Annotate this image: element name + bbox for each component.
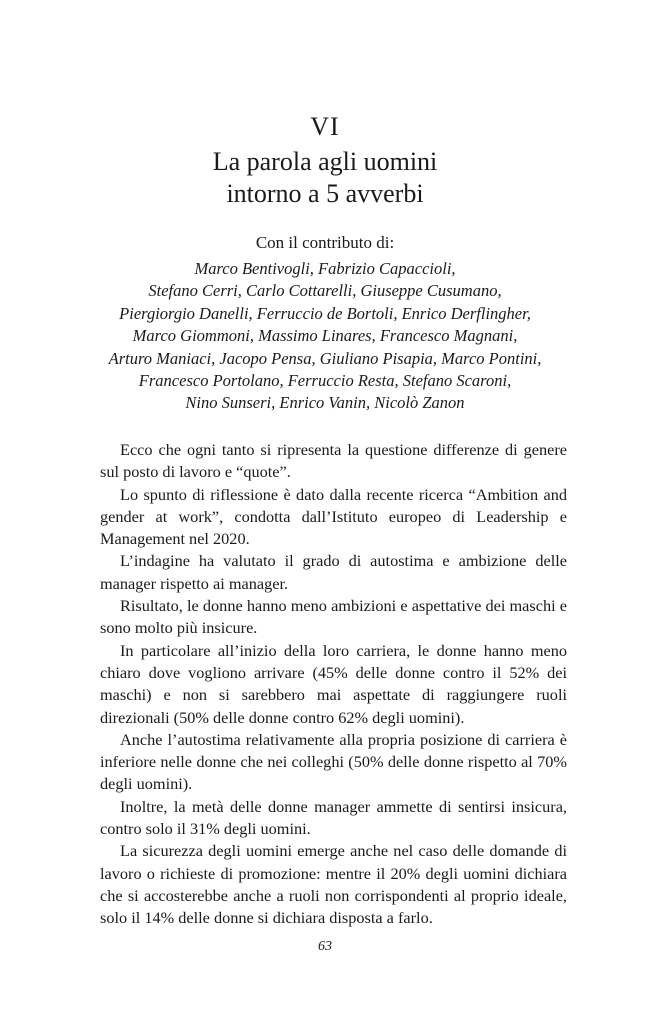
chapter-number: VI [310,112,340,141]
chapter-title-line-1: La parola agli uomini [212,147,438,176]
chapter-title [0,146,650,210]
contributors-line: Marco Bentivogli, Fabrizio Capaccioli, [194,259,456,278]
contributors-heading: Con il contributo di: [255,233,395,252]
paragraph: Anche l’autostima relativamente alla propria posizione di carriera è inferiore nelle donne che nei colleghi (50% delle donne rispetto al 70% degli uomini). [100,729,567,794]
paragraph: Lo spunto di riflessione è dato dalla recente ricerca “Ambition and gender at work”, condotta dall’Istituto europeo di Leadership e Management nel 2020. [100,484,567,549]
contributors-line: Arturo Maniaci, Jacopo Pensa, Giuliano Pisapia, Marco Pontini, [108,348,542,368]
paragraph: Inoltre, la metà delle donne manager ammette di sentirsi insicura, contro solo il 31% degli uomini. [100,796,567,839]
contributors-line: Nino Sunseri, Enrico Vanin, Nicolò Zanon [185,393,465,413]
paragraph: L’indagine ha valutato il grado di autostima e ambizione delle manager rispetto ai manager. [100,551,567,593]
chapter-title-line-2: intorno a 5 avverbi [226,179,424,208]
contributors-line: Piergiorgio Danelli, Ferruccio de Bortoli, Enrico Derflingher, [119,303,531,323]
contributors-line: Marco Giommoni, Massimo Linares, Francesco Magnani, [132,326,518,346]
paragraph: La sicurezza degli uomini emerge anche nel caso delle domande di lavoro o richieste di promozione: mentre il 20% degli uomini dichiara che si accosterebbe anche a ruoli non corrispondenti al proprio ideale, solo il 14% delle donne si dichiara disposta a farlo. [100,841,567,928]
paragraph: Ecco che ogni tanto si ripresenta la questione differenze di genere sul posto di lavoro e “quote”. [100,440,567,482]
page-number: 63 [318,939,332,954]
contributors-line: Francesco Portolano, Ferruccio Resta, Stefano Scaroni, [138,371,512,391]
paragraph: In particolare all’inizio della loro carriera, le donne hanno meno chiaro dove vogliono arrivare (45% delle donne contro il 52% dei maschi) e non si sarebbero mai aspettate di raggiungere ruoli direzionali (50% delle donne contro 62% degli uomini). [100,640,567,727]
contributors-list [60,258,590,415]
contributors-line: Stefano Cerri, Carlo Cottarelli, Giuseppe Cusumano, [148,281,502,301]
body-text [100,439,567,930]
paragraph: Risultato, le donne hanno meno ambizioni e aspettative dei maschi e sono molto più insicure. [100,596,567,638]
